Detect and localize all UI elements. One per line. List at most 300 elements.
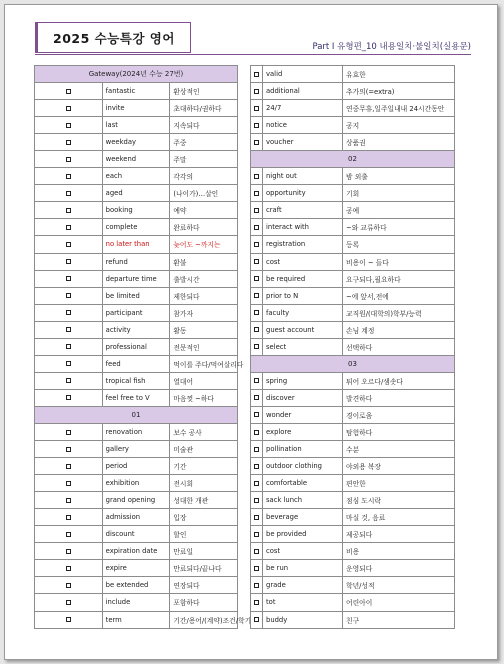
checkbox-cell bbox=[35, 423, 103, 440]
checkbox-icon[interactable] bbox=[254, 532, 259, 537]
korean-meaning: 보수 공사 bbox=[170, 423, 238, 440]
checkbox-icon[interactable] bbox=[66, 498, 71, 503]
vocab-table-left bbox=[34, 65, 252, 629]
checkbox-icon[interactable] bbox=[66, 310, 71, 315]
vocab-row bbox=[251, 321, 455, 338]
checkbox-cell bbox=[251, 66, 263, 83]
english-word: participant bbox=[102, 304, 170, 321]
checkbox-icon[interactable] bbox=[66, 140, 71, 145]
checkbox-cell bbox=[251, 287, 263, 304]
vocab-row bbox=[251, 372, 455, 389]
korean-meaning: 공예 bbox=[343, 202, 455, 219]
english-word: spring bbox=[263, 372, 343, 389]
vocab-row bbox=[35, 202, 238, 219]
english-word: 24/7 bbox=[263, 100, 343, 117]
korean-meaning: 학년/성적 bbox=[343, 577, 455, 594]
checkbox-icon[interactable] bbox=[254, 378, 259, 383]
korean-meaning: 전시회 bbox=[170, 475, 238, 492]
checkbox-cell bbox=[35, 202, 103, 219]
english-word: complete bbox=[102, 219, 170, 236]
english-word: term bbox=[102, 611, 170, 628]
checkbox-cell bbox=[251, 304, 263, 321]
checkbox-icon[interactable] bbox=[254, 344, 259, 349]
section-header-row bbox=[251, 151, 455, 168]
vocab-row bbox=[251, 253, 455, 270]
checkbox-icon[interactable] bbox=[66, 225, 71, 230]
section-header-row bbox=[35, 406, 238, 423]
checkbox-cell bbox=[251, 117, 263, 134]
checkbox-icon[interactable] bbox=[66, 600, 71, 605]
checkbox-icon[interactable] bbox=[66, 208, 71, 213]
korean-meaning: 만료일 bbox=[170, 543, 238, 560]
checkbox-icon[interactable] bbox=[66, 276, 71, 281]
section-header-label: 01 bbox=[35, 406, 238, 423]
english-word: craft bbox=[263, 202, 343, 219]
checkbox-icon[interactable] bbox=[254, 259, 259, 264]
checkbox-cell bbox=[251, 441, 263, 458]
checkbox-icon[interactable] bbox=[254, 447, 259, 452]
korean-meaning: 제한되다 bbox=[170, 287, 238, 304]
vocab-row bbox=[35, 185, 238, 202]
checkbox-cell bbox=[251, 577, 263, 594]
checkbox-icon[interactable] bbox=[254, 174, 259, 179]
checkbox-icon[interactable] bbox=[66, 191, 71, 196]
english-word: feel free to V bbox=[102, 389, 170, 406]
vocab-row bbox=[35, 458, 238, 475]
section-header-label: 03 bbox=[251, 355, 455, 372]
checkbox-icon[interactable] bbox=[66, 464, 71, 469]
checkbox-icon[interactable] bbox=[254, 600, 259, 605]
vocab-row bbox=[251, 560, 455, 577]
english-word: include bbox=[102, 594, 170, 611]
vocab-row bbox=[251, 202, 455, 219]
vocab-row bbox=[251, 458, 455, 475]
checkbox-cell bbox=[251, 611, 263, 628]
vocab-row bbox=[251, 270, 455, 287]
checkbox-icon[interactable] bbox=[254, 430, 259, 435]
korean-meaning: 유효한 bbox=[343, 66, 455, 83]
checkbox-cell bbox=[35, 185, 103, 202]
checkbox-cell bbox=[35, 526, 103, 543]
english-word: cost bbox=[263, 543, 343, 560]
checkbox-cell bbox=[35, 168, 103, 185]
checkbox-cell bbox=[35, 83, 103, 100]
vocab-row bbox=[251, 406, 455, 423]
checkbox-icon[interactable] bbox=[66, 378, 71, 383]
vocab-row bbox=[251, 66, 455, 83]
english-word: prior to N bbox=[263, 287, 343, 304]
english-word: select bbox=[263, 338, 343, 355]
english-word: fantastic bbox=[102, 83, 170, 100]
checkbox-cell bbox=[251, 134, 263, 151]
korean-meaning: 열대어 bbox=[170, 372, 238, 389]
checkbox-cell bbox=[251, 509, 263, 526]
vocab-row bbox=[35, 389, 238, 406]
english-word: be limited bbox=[102, 287, 170, 304]
checkbox-cell bbox=[251, 202, 263, 219]
korean-meaning: 성대한 개관 bbox=[170, 492, 238, 509]
english-word: expiration date bbox=[102, 543, 170, 560]
korean-meaning: 먹이를 주다/먹여살리다 bbox=[170, 355, 238, 372]
title-box bbox=[35, 22, 191, 53]
english-word: voucher bbox=[263, 134, 343, 151]
korean-meaning: 등록 bbox=[343, 236, 455, 253]
checkbox-icon[interactable] bbox=[254, 566, 259, 571]
english-word: weekend bbox=[102, 151, 170, 168]
checkbox-icon[interactable] bbox=[66, 123, 71, 128]
korean-meaning: 상품권 bbox=[343, 134, 455, 151]
checkbox-icon[interactable] bbox=[254, 310, 259, 315]
korean-meaning: 할인 bbox=[170, 526, 238, 543]
english-word: pollination bbox=[263, 441, 343, 458]
vocab-row bbox=[251, 492, 455, 509]
checkbox-icon[interactable] bbox=[254, 293, 259, 298]
vocab-row bbox=[251, 287, 455, 304]
english-word: explore bbox=[263, 423, 343, 440]
checkbox-icon[interactable] bbox=[66, 293, 71, 298]
checkbox-icon[interactable] bbox=[66, 447, 71, 452]
checkbox-cell bbox=[251, 526, 263, 543]
vocab-row bbox=[251, 338, 455, 355]
vocab-row bbox=[35, 594, 238, 611]
vocab-row bbox=[35, 475, 238, 492]
korean-meaning: 비용 bbox=[343, 543, 455, 560]
english-word: activity bbox=[102, 321, 170, 338]
english-word: discount bbox=[102, 526, 170, 543]
english-word: be provided bbox=[263, 526, 343, 543]
checkbox-cell bbox=[35, 372, 103, 389]
vocab-table-right bbox=[250, 65, 455, 629]
section-header-label: 02 bbox=[251, 151, 455, 168]
korean-meaning: 주말 bbox=[170, 151, 238, 168]
english-word: outdoor clothing bbox=[263, 458, 343, 475]
korean-meaning: 추가의(=extra) bbox=[343, 83, 455, 100]
checkbox-cell bbox=[251, 253, 263, 270]
checkbox-cell bbox=[251, 475, 263, 492]
checkbox-cell bbox=[35, 611, 103, 628]
checkbox-cell bbox=[35, 338, 103, 355]
english-word: discover bbox=[263, 389, 343, 406]
checkbox-icon[interactable] bbox=[66, 532, 71, 537]
vocab-row bbox=[35, 492, 238, 509]
korean-meaning: 탐험하다 bbox=[343, 423, 455, 440]
korean-meaning: 공지 bbox=[343, 117, 455, 134]
korean-meaning: 기회 bbox=[343, 185, 455, 202]
checkbox-cell bbox=[251, 338, 263, 355]
checkbox-icon[interactable] bbox=[66, 106, 71, 111]
checkbox-icon[interactable] bbox=[66, 242, 71, 247]
checkbox-icon[interactable] bbox=[66, 174, 71, 179]
checkbox-cell bbox=[35, 543, 103, 560]
checkbox-cell bbox=[35, 236, 103, 253]
korean-meaning: 예약 bbox=[170, 202, 238, 219]
checkbox-cell bbox=[251, 543, 263, 560]
checkbox-cell bbox=[251, 560, 263, 577]
checkbox-icon[interactable] bbox=[66, 583, 71, 588]
vocab-row bbox=[35, 168, 238, 185]
korean-meaning: 경이로움 bbox=[343, 406, 455, 423]
korean-meaning: 기간 bbox=[170, 458, 238, 475]
checkbox-icon[interactable] bbox=[66, 395, 71, 400]
english-word: refund bbox=[102, 253, 170, 270]
english-word: sack lunch bbox=[263, 492, 343, 509]
vocab-row bbox=[251, 611, 455, 628]
checkbox-icon[interactable] bbox=[66, 430, 71, 435]
vocab-row bbox=[35, 338, 238, 355]
checkbox-cell bbox=[251, 492, 263, 509]
english-word: gallery bbox=[102, 441, 170, 458]
korean-meaning: 야외용 복장 bbox=[343, 458, 455, 475]
checkbox-cell bbox=[35, 151, 103, 168]
vocab-row bbox=[35, 304, 238, 321]
page-subtitle: Part Ⅰ 유형편_10 내용일치·불일치(실용문) bbox=[312, 42, 471, 52]
korean-meaning: 연중무휴,일주일내내 24시간동안 bbox=[343, 100, 455, 117]
vocab-row bbox=[251, 594, 455, 611]
checkbox-cell bbox=[35, 492, 103, 509]
korean-meaning: 연장되다 bbox=[170, 577, 238, 594]
checkbox-cell bbox=[251, 168, 263, 185]
checkbox-icon[interactable] bbox=[254, 191, 259, 196]
vocab-row bbox=[35, 423, 238, 440]
checkbox-icon[interactable] bbox=[254, 72, 259, 77]
korean-meaning: 기간/용어/(계약)조건/학기 bbox=[170, 611, 238, 628]
checkbox-icon[interactable] bbox=[254, 106, 259, 111]
vocab-row bbox=[251, 219, 455, 236]
vocab-row bbox=[35, 372, 238, 389]
english-word: be extended bbox=[102, 577, 170, 594]
english-word: faculty bbox=[263, 304, 343, 321]
korean-meaning: 점심 도시락 bbox=[343, 492, 455, 509]
checkbox-icon[interactable] bbox=[66, 481, 71, 486]
checkbox-icon[interactable] bbox=[66, 327, 71, 332]
vocab-row bbox=[35, 577, 238, 594]
vocab-row bbox=[251, 475, 455, 492]
checkbox-cell bbox=[35, 475, 103, 492]
vocab-row bbox=[251, 577, 455, 594]
english-word: grade bbox=[263, 577, 343, 594]
english-word: tot bbox=[263, 594, 343, 611]
header-divider bbox=[35, 54, 471, 55]
checkbox-cell bbox=[35, 270, 103, 287]
vocab-row bbox=[35, 134, 238, 151]
vocab-row bbox=[35, 441, 238, 458]
vocab-row bbox=[35, 270, 238, 287]
english-word: interact with bbox=[263, 219, 343, 236]
korean-meaning: 교직원/(대학의)학부/능력 bbox=[343, 304, 455, 321]
checkbox-icon[interactable] bbox=[66, 361, 71, 366]
checkbox-cell bbox=[35, 100, 103, 117]
checkbox-cell bbox=[251, 270, 263, 287]
english-word: expire bbox=[102, 560, 170, 577]
korean-meaning: 지속되다 bbox=[170, 117, 238, 134]
section-header-row bbox=[251, 355, 455, 372]
english-word: night out bbox=[263, 168, 343, 185]
korean-meaning: 출발시간 bbox=[170, 270, 238, 287]
checkbox-icon[interactable] bbox=[66, 566, 71, 571]
checkbox-icon[interactable] bbox=[254, 464, 259, 469]
checkbox-icon[interactable] bbox=[66, 549, 71, 554]
english-word: wonder bbox=[263, 406, 343, 423]
english-word: no later than bbox=[102, 236, 170, 253]
korean-meaning: 완료하다 bbox=[170, 219, 238, 236]
korean-meaning: 발견하다 bbox=[343, 389, 455, 406]
vocab-row bbox=[251, 389, 455, 406]
checkbox-icon[interactable] bbox=[66, 344, 71, 349]
english-word: renovation bbox=[102, 423, 170, 440]
vocab-row bbox=[251, 185, 455, 202]
english-word: be run bbox=[263, 560, 343, 577]
english-word: each bbox=[102, 168, 170, 185]
checkbox-icon[interactable] bbox=[254, 123, 259, 128]
checkbox-icon[interactable] bbox=[66, 259, 71, 264]
vocab-row bbox=[251, 236, 455, 253]
checkbox-cell bbox=[251, 321, 263, 338]
korean-meaning: 입장 bbox=[170, 509, 238, 526]
korean-meaning: 어린아이 bbox=[343, 594, 455, 611]
english-word: buddy bbox=[263, 611, 343, 628]
english-word: invite bbox=[102, 100, 170, 117]
korean-meaning: 늦어도 ~까지는 bbox=[170, 236, 238, 253]
korean-meaning: 튀어 오르다/샘솟다 bbox=[343, 372, 455, 389]
english-word: weekday bbox=[102, 134, 170, 151]
korean-meaning: 활동 bbox=[170, 321, 238, 338]
checkbox-cell bbox=[251, 406, 263, 423]
english-word: valid bbox=[263, 66, 343, 83]
vocab-row bbox=[251, 509, 455, 526]
checkbox-cell bbox=[35, 134, 103, 151]
english-word: comfortable bbox=[263, 475, 343, 492]
english-word: last bbox=[102, 117, 170, 134]
checkbox-icon[interactable] bbox=[254, 498, 259, 503]
checkbox-icon[interactable] bbox=[254, 515, 259, 520]
vocab-row bbox=[251, 100, 455, 117]
vocab-row bbox=[251, 441, 455, 458]
checkbox-icon[interactable] bbox=[254, 481, 259, 486]
english-word: registration bbox=[263, 236, 343, 253]
korean-meaning: (나이가)…살인 bbox=[170, 185, 238, 202]
korean-meaning: 밤 외출 bbox=[343, 168, 455, 185]
checkbox-cell bbox=[251, 458, 263, 475]
english-word: be required bbox=[263, 270, 343, 287]
english-word: grand opening bbox=[102, 492, 170, 509]
vocab-row bbox=[35, 355, 238, 372]
vocab-row bbox=[251, 526, 455, 543]
checkbox-cell bbox=[251, 83, 263, 100]
english-word: admission bbox=[102, 509, 170, 526]
korean-meaning: 초대하다/권하다 bbox=[170, 100, 238, 117]
checkbox-cell bbox=[251, 594, 263, 611]
korean-meaning: 마음껏 ~하다 bbox=[170, 389, 238, 406]
checkbox-icon[interactable] bbox=[66, 515, 71, 520]
vocab-row bbox=[251, 83, 455, 100]
english-word: opportunity bbox=[263, 185, 343, 202]
vocab-row bbox=[251, 117, 455, 134]
korean-meaning: 미술관 bbox=[170, 441, 238, 458]
vocab-row bbox=[35, 543, 238, 560]
english-word: departure time bbox=[102, 270, 170, 287]
korean-meaning: 포함하다 bbox=[170, 594, 238, 611]
vocab-row bbox=[35, 219, 238, 236]
checkbox-cell bbox=[35, 458, 103, 475]
checkbox-icon[interactable] bbox=[254, 617, 259, 622]
korean-meaning: 손님 계정 bbox=[343, 321, 455, 338]
checkbox-icon[interactable] bbox=[254, 327, 259, 332]
korean-meaning: 환상적인 bbox=[170, 83, 238, 100]
checkbox-cell bbox=[35, 117, 103, 134]
english-word: professional bbox=[102, 338, 170, 355]
checkbox-cell bbox=[35, 304, 103, 321]
korean-meaning: 만료되다/끝나다 bbox=[170, 560, 238, 577]
checkbox-cell bbox=[35, 509, 103, 526]
checkbox-icon[interactable] bbox=[254, 412, 259, 417]
korean-meaning: 편안한 bbox=[343, 475, 455, 492]
checkbox-icon[interactable] bbox=[254, 89, 259, 94]
korean-meaning: 제공되다 bbox=[343, 526, 455, 543]
checkbox-cell bbox=[35, 219, 103, 236]
checkbox-cell bbox=[35, 560, 103, 577]
section-header-row bbox=[35, 66, 238, 83]
vocab-row bbox=[35, 100, 238, 117]
checkbox-cell bbox=[35, 389, 103, 406]
checkbox-icon[interactable] bbox=[66, 157, 71, 162]
english-word: feed bbox=[102, 355, 170, 372]
checkbox-icon[interactable] bbox=[254, 583, 259, 588]
checkbox-cell bbox=[251, 372, 263, 389]
english-word: guest account bbox=[263, 321, 343, 338]
vocab-row bbox=[251, 304, 455, 321]
korean-meaning: 환불 bbox=[170, 253, 238, 270]
vocab-row bbox=[35, 236, 238, 253]
checkbox-icon[interactable] bbox=[254, 395, 259, 400]
checkbox-cell bbox=[251, 236, 263, 253]
vocab-row bbox=[251, 423, 455, 440]
english-word: cost bbox=[263, 253, 343, 270]
checkbox-icon[interactable] bbox=[254, 225, 259, 230]
checkbox-cell bbox=[251, 100, 263, 117]
checkbox-icon[interactable] bbox=[254, 276, 259, 281]
korean-meaning: 비용이 ~ 들다 bbox=[343, 253, 455, 270]
checkbox-icon[interactable] bbox=[66, 89, 71, 94]
vocab-row bbox=[35, 151, 238, 168]
korean-meaning: ~에 앞서,전에 bbox=[343, 287, 455, 304]
checkbox-icon[interactable] bbox=[66, 617, 71, 622]
checkbox-cell bbox=[35, 441, 103, 458]
checkbox-icon[interactable] bbox=[254, 549, 259, 554]
checkbox-cell bbox=[251, 423, 263, 440]
vocab-row bbox=[251, 168, 455, 185]
checkbox-cell bbox=[35, 594, 103, 611]
checkbox-cell bbox=[251, 389, 263, 406]
checkbox-icon[interactable] bbox=[254, 140, 259, 145]
english-word: period bbox=[102, 458, 170, 475]
english-word: booking bbox=[102, 202, 170, 219]
korean-meaning: 운영되다 bbox=[343, 560, 455, 577]
checkbox-cell bbox=[251, 185, 263, 202]
vocab-row bbox=[35, 253, 238, 270]
checkbox-icon[interactable] bbox=[254, 242, 259, 247]
checkbox-cell bbox=[35, 253, 103, 270]
korean-meaning: 주중 bbox=[170, 134, 238, 151]
vocab-row bbox=[35, 526, 238, 543]
vocab-row bbox=[35, 509, 238, 526]
vocab-row bbox=[251, 543, 455, 560]
checkbox-cell bbox=[251, 219, 263, 236]
checkbox-icon[interactable] bbox=[254, 208, 259, 213]
korean-meaning: 각각의 bbox=[170, 168, 238, 185]
vocab-row bbox=[35, 611, 238, 628]
english-word: beverage bbox=[263, 509, 343, 526]
korean-meaning: 전문적인 bbox=[170, 338, 238, 355]
